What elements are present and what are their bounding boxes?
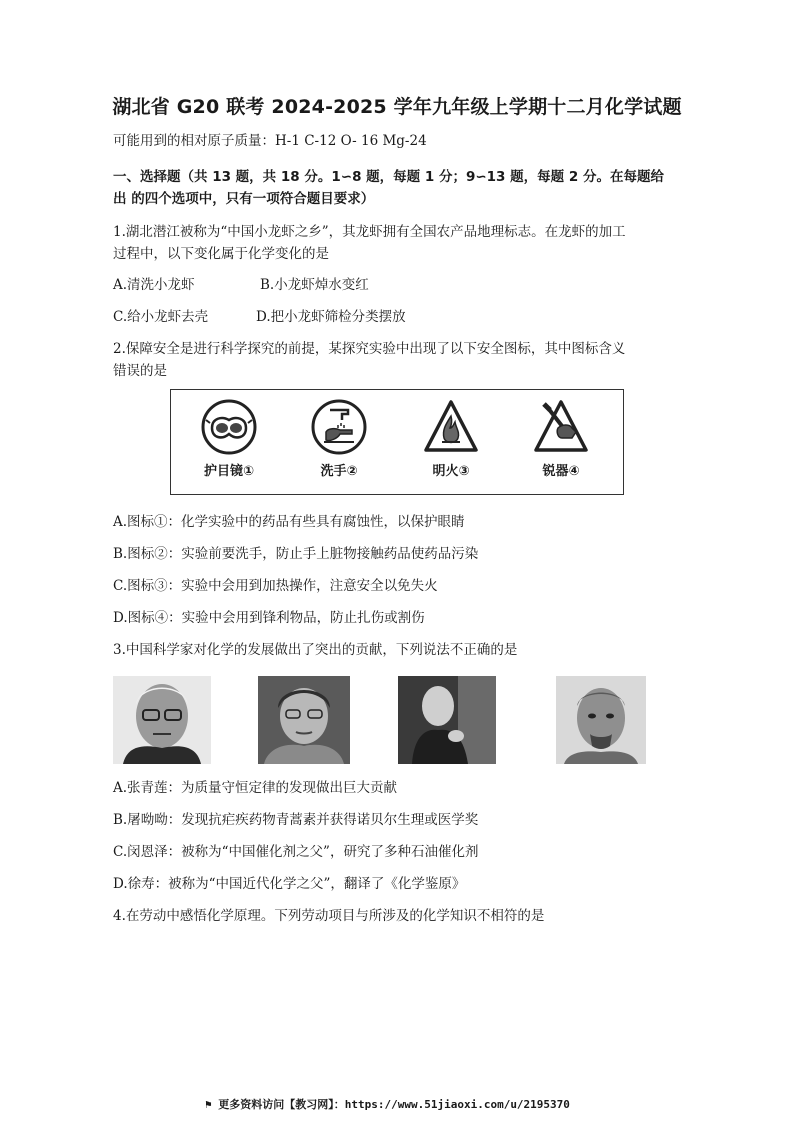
flag-icon: ⚑	[205, 1098, 219, 1111]
portrait-photo-1	[113, 676, 211, 764]
q2-option-a: A.图标①：化学实验中的药品有些具有腐蚀性，以保护眼睛	[113, 514, 465, 530]
q3-option-c: C.闵恩泽：被称为“中国催化剂之父”，研究了多种石油催化剂	[113, 844, 479, 860]
q4-stem: 4.在劳动中感悟化学原理。下列劳动项目与所涉及的化学知识不相符的是	[113, 908, 545, 924]
safety-icon-sharp-object	[521, 398, 601, 479]
footer-link[interactable]	[205, 1096, 570, 1112]
q2-option-b: B.图标②：实验前要洗手，防止手上脏物接触药品使药品污染	[113, 546, 479, 562]
q3-option-a: A.张青莲：为质量守恒定律的发现做出巨大贡献	[113, 780, 398, 796]
section-heading-line1: 一、选择题（共 13 题，共 18 分。1∽8 题，每题 1 分；9∽13 题，每题 2 分。在每题给	[113, 169, 664, 185]
q3-option-b: B.屠呦呦：发现抗疟疾药物青蒿素并获得诺贝尔生理或医学奖	[113, 812, 479, 828]
q1-stem-line2: 过程中，以下变化属于化学变化的是	[113, 246, 329, 262]
icon-label-goggles: 护目镜①	[203, 464, 254, 479]
q3-stem: 3.中国科学家对化学的发展做出了突出的贡献，下列说法不正确的是	[113, 642, 518, 658]
icon-label-sharp-object: 锐器④	[542, 464, 580, 479]
safety-icon-open-flame	[411, 398, 491, 479]
portrait-photo-4	[556, 676, 646, 764]
q1-stem-line1: 1.湖北潜江被称为“中国小龙虾之乡”，其龙虾拥有全国农产品地理标志。在龙虾的加工	[113, 224, 626, 240]
q3-option-d: D.徐寿：被称为“中国近代化学之父”，翻译了《化学鉴原》	[113, 876, 466, 892]
atomic-masses-note: 可能用到的相对原子质量：H-1 C-12 O- 16 Mg-24	[113, 133, 427, 149]
goggles-icon	[200, 398, 258, 456]
q2-option-c: C.图标③：实验中会用到加热操作，注意安全以免失火	[113, 578, 438, 594]
page-title: 湖北省 G20 联考 2024-2025 学年九年级上学期十二月化学试题	[112, 96, 682, 118]
icon-label-open-flame: 明火③	[432, 464, 470, 479]
portrait-photo-2	[258, 676, 350, 764]
hand-wash-icon	[310, 398, 368, 456]
section-heading-line2: 出 的四个选项中，只有一项符合题目要求）	[113, 191, 375, 207]
icon-label-hand-wash: 洗手②	[320, 464, 358, 479]
sharp-object-icon	[532, 398, 590, 456]
q2-stem-line2: 错误的是	[113, 363, 167, 379]
q1-option-a: A.清洗小龙虾	[113, 277, 195, 293]
portrait-photo-3	[398, 676, 496, 764]
open-flame-icon	[422, 398, 480, 456]
safety-icon-hand-wash	[299, 398, 379, 479]
safety-icons-panel	[170, 389, 624, 495]
q2-option-d: D.图标④：实验中会用到锋利物品，防止扎伤或割伤	[113, 610, 425, 626]
q1-option-d: D.把小龙虾筛检分类摆放	[256, 309, 406, 325]
q2-stem-line1: 2.保障安全是进行科学探究的前提，某探究实验中出现了以下安全图标，其中图标含义	[113, 341, 626, 357]
footer-text: 更多资料访问【教习网】：https://www.51jiaoxi.com/u/2195370	[218, 1098, 570, 1111]
q1-option-c: C.给小龙虾去壳	[113, 309, 209, 325]
q1-option-b: B.小龙虾焯水变红	[260, 277, 369, 293]
safety-icon-goggles	[189, 398, 269, 479]
